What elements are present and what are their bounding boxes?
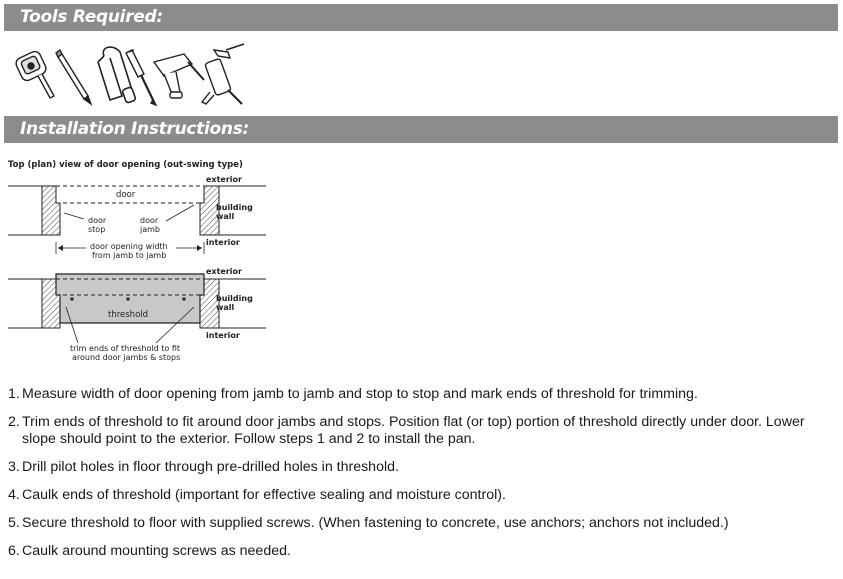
step-item bbox=[8, 459, 838, 476]
step-number: 4. bbox=[8, 487, 20, 503]
power-drill-icon bbox=[154, 54, 204, 98]
bottom-plan bbox=[8, 267, 266, 362]
label-trim-1: trim ends of threshold to fit bbox=[70, 344, 180, 353]
top-plan bbox=[8, 175, 266, 260]
label-width-2: from jamb to jamb bbox=[92, 251, 167, 260]
step-number: 1. bbox=[8, 386, 20, 402]
label-door-jamb-1: door bbox=[140, 216, 159, 225]
label-exterior-bottom: exterior bbox=[206, 267, 242, 276]
label-door: door bbox=[116, 190, 136, 200]
tape-measure-icon bbox=[14, 50, 54, 98]
caulk-gun-icon bbox=[202, 44, 244, 104]
tools-required-header bbox=[4, 4, 838, 31]
step-item bbox=[8, 515, 838, 532]
pencil-icon bbox=[56, 50, 91, 104]
label-threshold: threshold bbox=[108, 310, 149, 320]
step-number: 6. bbox=[8, 543, 20, 559]
tools-row bbox=[14, 40, 254, 106]
step-item bbox=[8, 487, 838, 504]
label-wall-top: wall bbox=[216, 212, 235, 221]
label-building-top: building bbox=[216, 203, 253, 212]
label-interior-top: interior bbox=[206, 238, 240, 247]
step-number: 2. bbox=[8, 414, 20, 430]
installation-instructions-title: Installation Instructions: bbox=[20, 119, 250, 139]
diagram-caption: Top (plan) view of door opening (out-swing type) bbox=[8, 160, 243, 170]
label-building-bottom: building bbox=[216, 294, 253, 303]
step-text: Secure threshold to floor with supplied screws. (When fastening to concrete, use anchors; anchors not included.) bbox=[22, 515, 729, 531]
label-width-1: door opening width bbox=[90, 242, 168, 251]
step-number: 5. bbox=[8, 515, 20, 531]
step-text: Measure width of door opening from jamb to jamb and stop to stop and mark ends of threshold for trimming. bbox=[22, 386, 698, 402]
label-door-stop-2: stop bbox=[88, 225, 106, 234]
installation-steps bbox=[8, 386, 838, 571]
step-item bbox=[8, 414, 838, 448]
step-text: Caulk ends of threshold (important for effective sealing and moisture control). bbox=[22, 487, 506, 503]
step-item bbox=[8, 386, 838, 403]
step-number: 3. bbox=[8, 459, 20, 475]
label-door-stop-1: door bbox=[88, 216, 107, 225]
step-text: Trim ends of threshold to fit around door jambs and stops. Position flat (or top) portion of threshold directly under door. Lower slope should point to the exterior. Follow steps 1 and 2 to install the pan. bbox=[22, 414, 805, 447]
step-text: Caulk around mounting screws as needed. bbox=[22, 543, 291, 559]
left-jamb bbox=[42, 186, 60, 235]
tools-required-title: Tools Required: bbox=[20, 7, 163, 27]
plan-view-diagram bbox=[6, 155, 268, 370]
step-text: Drill pilot holes in floor through pre-drilled holes in threshold. bbox=[22, 459, 399, 475]
label-wall-bottom: wall bbox=[216, 303, 235, 312]
label-trim-2: around door jambs & stops bbox=[72, 353, 181, 362]
installation-instructions-header bbox=[4, 116, 838, 143]
step-item bbox=[8, 543, 838, 560]
label-door-jamb-2: jamb bbox=[140, 225, 160, 234]
label-interior-bottom: interior bbox=[206, 331, 240, 340]
label-exterior-top: exterior bbox=[206, 175, 242, 184]
